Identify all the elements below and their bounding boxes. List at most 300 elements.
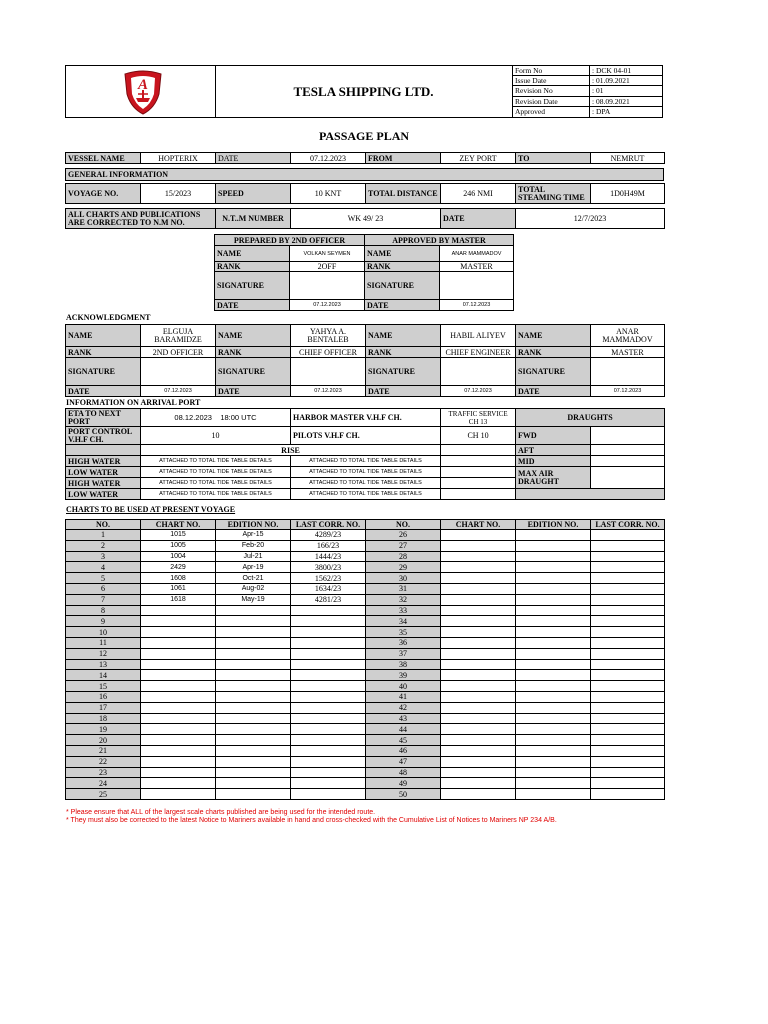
table-row [66, 562, 665, 573]
chart-last-corr[interactable] [591, 583, 665, 594]
chart-edition[interactable] [516, 670, 591, 681]
chart-number[interactable] [141, 670, 216, 681]
chart-no: 16 [66, 691, 141, 702]
chart-number[interactable] [141, 789, 216, 800]
chart-last-corr[interactable] [591, 702, 665, 713]
chart-last-corr[interactable] [291, 637, 366, 648]
table-row [66, 616, 665, 627]
chart-number[interactable] [441, 681, 516, 692]
chart-number[interactable]: 2429 [141, 562, 216, 573]
chart-number[interactable] [141, 735, 216, 746]
chart-edition[interactable] [516, 789, 591, 800]
chart-edition[interactable] [516, 756, 591, 767]
chart-last-corr[interactable] [291, 724, 366, 735]
chart-no: 46 [366, 745, 441, 756]
chart-no: 27 [366, 540, 441, 551]
chart-number[interactable] [441, 648, 516, 659]
chart-edition[interactable] [216, 702, 291, 713]
chart-no: 15 [66, 681, 141, 692]
chart-number[interactable] [441, 778, 516, 789]
chart-edition[interactable]: Feb-20 [216, 540, 291, 551]
chart-edition[interactable] [216, 713, 291, 724]
chart-last-corr[interactable] [291, 616, 366, 627]
form-meta [513, 66, 662, 117]
tide-blank [441, 456, 516, 467]
chart-number[interactable] [441, 573, 516, 584]
page-title: PASSAGE PLAN [318, 129, 410, 143]
meta-value: : DPA [592, 106, 611, 116]
chart-edition[interactable]: May-19 [216, 594, 291, 605]
chart-last-corr[interactable] [591, 659, 665, 670]
chart-last-corr[interactable] [291, 681, 366, 692]
chart-number[interactable] [441, 637, 516, 648]
max-air-draught-value[interactable] [591, 467, 665, 489]
chart-last-corr[interactable] [291, 745, 366, 756]
chart-number[interactable] [141, 648, 216, 659]
chart-last-corr[interactable] [591, 745, 665, 756]
chart-last-corr[interactable]: 1562/23 [291, 573, 366, 584]
chart-number[interactable] [141, 659, 216, 670]
chart-edition[interactable] [516, 648, 591, 659]
tide-a: ATTACHED TO TOTAL TIDE TABLE DETAILS [141, 489, 291, 500]
chart-number[interactable] [441, 551, 516, 562]
chart-no: 2 [66, 540, 141, 551]
chart-last-corr[interactable]: 1634/23 [291, 583, 366, 594]
chart-number[interactable]: 1005 [141, 540, 216, 551]
company-name: TESLA SHIPPING LTD. [215, 66, 513, 117]
ack-date-value: 07.12.2023 [291, 386, 366, 397]
chart-edition[interactable] [216, 670, 291, 681]
chart-number[interactable]: 1015 [141, 530, 216, 541]
chart-last-corr[interactable]: 4289/23 [291, 530, 366, 541]
chart-no: 48 [366, 767, 441, 778]
chart-no: 37 [366, 648, 441, 659]
chart-last-corr[interactable] [591, 713, 665, 724]
meta-key: Revision Date [513, 97, 590, 107]
chart-edition[interactable] [516, 778, 591, 789]
meta-value: : 01.09.2021 [590, 76, 662, 86]
chart-no: 35 [366, 627, 441, 638]
chart-last-corr[interactable] [591, 562, 665, 573]
ack-signature-field[interactable] [141, 358, 216, 386]
general-info-bar [65, 168, 664, 181]
from-label: FROM [366, 153, 441, 164]
chart-last-corr[interactable] [291, 756, 366, 767]
fwd-value[interactable] [591, 427, 665, 445]
charts-col-header: LAST CORR. NO. [591, 520, 665, 530]
chart-edition[interactable] [216, 767, 291, 778]
rise-label: RISE [141, 445, 441, 456]
prep-signature-field[interactable] [290, 272, 365, 300]
table-row [66, 637, 665, 648]
chart-edition[interactable] [216, 691, 291, 702]
ack-date-label: DATE [66, 386, 141, 397]
meta-value: : 01 [590, 86, 662, 96]
chart-number[interactable] [441, 702, 516, 713]
general-info-label: GENERAL INFORMATION [66, 169, 664, 181]
chart-edition[interactable] [516, 573, 591, 584]
ack-rank-label: RANK [66, 347, 141, 358]
chart-no: 13 [66, 659, 141, 670]
chart-number[interactable] [141, 637, 216, 648]
ack-name-value: YAHYA A. BENTALEB [291, 325, 366, 347]
ack-name-label: NAME [366, 325, 441, 347]
eta-label: ETA TO NEXT PORT [66, 409, 141, 427]
chart-last-corr[interactable] [591, 778, 665, 789]
chart-last-corr[interactable] [291, 659, 366, 670]
chart-number[interactable] [141, 605, 216, 616]
chart-number[interactable] [441, 530, 516, 541]
charts-col-header: NO. [66, 520, 141, 530]
chart-number[interactable] [441, 724, 516, 735]
chart-no: 32 [366, 594, 441, 605]
chart-number[interactable] [141, 767, 216, 778]
chart-edition[interactable] [516, 724, 591, 735]
chart-number[interactable] [141, 616, 216, 627]
chart-number[interactable] [141, 778, 216, 789]
chart-last-corr[interactable] [291, 648, 366, 659]
charts-corrected-label: ALL CHARTS AND PUBLICATIONS ARE CORRECTED TO N.M NO. [66, 209, 216, 229]
table-row [66, 745, 665, 756]
chart-no: 42 [366, 702, 441, 713]
chart-number[interactable] [141, 713, 216, 724]
chart-last-corr[interactable] [291, 789, 366, 800]
chart-edition[interactable] [216, 616, 291, 627]
table-row [66, 767, 665, 778]
table-row [66, 573, 665, 584]
chart-edition[interactable] [516, 735, 591, 746]
table-row [66, 702, 665, 713]
chart-number[interactable] [441, 540, 516, 551]
charts-col-header: CHART NO. [441, 520, 516, 530]
chart-last-corr[interactable] [291, 735, 366, 746]
chart-number[interactable] [441, 789, 516, 800]
appr-name-value: ANAR MAMMADOV [440, 246, 514, 262]
chart-last-corr[interactable] [291, 627, 366, 638]
chart-last-corr[interactable] [591, 691, 665, 702]
chart-number[interactable] [441, 713, 516, 724]
meta-value: : 08.09.2021 [590, 97, 662, 107]
chart-last-corr[interactable] [591, 681, 665, 692]
ack-date-label: DATE [366, 386, 441, 397]
chart-last-corr[interactable] [591, 756, 665, 767]
chart-edition[interactable] [516, 702, 591, 713]
ack-signature-field[interactable] [291, 358, 366, 386]
prep-date-label: DATE [215, 300, 290, 311]
chart-no: 11 [66, 637, 141, 648]
chart-last-corr[interactable] [591, 605, 665, 616]
chart-number[interactable]: 1608 [141, 573, 216, 584]
chart-edition[interactable] [516, 681, 591, 692]
ntm-date-label: DATE [441, 209, 516, 229]
port-control-label: PORT CONTROL V.H.F CH. [66, 427, 141, 445]
ack-signature-field[interactable] [441, 358, 516, 386]
chart-edition[interactable] [216, 637, 291, 648]
chart-last-corr[interactable] [291, 778, 366, 789]
ack-signature-field[interactable] [591, 358, 665, 386]
chart-edition[interactable] [216, 735, 291, 746]
chart-number[interactable] [441, 562, 516, 573]
rise-blank [441, 445, 516, 456]
charts-title: CHARTS TO BE USED AT PRESENT VOYAGE [66, 505, 236, 514]
chart-last-corr[interactable] [591, 670, 665, 681]
from-value: ZEY PORT [441, 153, 516, 164]
meta-key: Form No [513, 66, 590, 76]
tide-b: ATTACHED TO TOTAL TIDE TABLE DETAILS [291, 456, 441, 467]
meta-key: Issue Date [513, 76, 590, 86]
chart-number[interactable] [441, 659, 516, 670]
tide-label: HIGH WATER [66, 456, 141, 467]
chart-edition[interactable] [216, 681, 291, 692]
ack-rank-value: 2ND OFFICER [141, 347, 216, 358]
to-value: NEMRUT [591, 153, 665, 164]
mid-value[interactable] [591, 456, 665, 467]
chart-number[interactable] [441, 670, 516, 681]
appr-signature-field[interactable] [440, 272, 514, 300]
arrival-title: INFORMATION ON ARRIVAL PORT [66, 398, 201, 407]
tide-blank [441, 489, 516, 500]
chart-no: 43 [366, 713, 441, 724]
speed-label: SPEED [216, 184, 291, 204]
chart-edition[interactable] [516, 659, 591, 670]
chart-no: 38 [366, 659, 441, 670]
ack-name-label: NAME [516, 325, 591, 347]
chart-last-corr[interactable] [591, 724, 665, 735]
chart-last-corr[interactable]: 166/23 [291, 540, 366, 551]
chart-number[interactable]: 1004 [141, 551, 216, 562]
chart-last-corr[interactable] [291, 767, 366, 778]
chart-no: 10 [66, 627, 141, 638]
chart-number[interactable] [441, 756, 516, 767]
draughts-footer [516, 489, 665, 500]
chart-last-corr[interactable] [591, 767, 665, 778]
footnote-1: * Please ensure that ALL of the largest scale charts published are being used for the intended route. [66, 809, 376, 816]
chart-number[interactable] [141, 756, 216, 767]
chart-edition[interactable] [516, 594, 591, 605]
table-row [66, 659, 665, 670]
chart-number[interactable] [141, 745, 216, 756]
meta-row [513, 86, 662, 96]
table-row [66, 648, 665, 659]
chart-edition[interactable] [516, 530, 591, 541]
chart-number[interactable] [441, 616, 516, 627]
chart-edition[interactable] [516, 637, 591, 648]
to-label: TO [516, 153, 591, 164]
charts-table [65, 519, 665, 800]
chart-last-corr[interactable] [591, 551, 665, 562]
ack-date-label: DATE [516, 386, 591, 397]
chart-edition[interactable] [216, 724, 291, 735]
chart-number[interactable]: 1618 [141, 594, 216, 605]
draughts-header: DRAUGHTS [516, 409, 665, 427]
chart-last-corr[interactable]: 1444/23 [291, 551, 366, 562]
logo-cell [66, 66, 216, 117]
chart-last-corr[interactable] [591, 735, 665, 746]
steaming-time-value: 1D0H49M [591, 184, 665, 204]
chart-edition[interactable] [516, 551, 591, 562]
ack-date-value: 07.12.2023 [141, 386, 216, 397]
chart-no: 45 [366, 735, 441, 746]
prep-date-value: 07.12.2023 [290, 300, 365, 311]
chart-no: 31 [366, 583, 441, 594]
meta-value: : DCK 04-01 [590, 66, 662, 76]
chart-number[interactable] [441, 745, 516, 756]
charts-col-header: CHART NO. [141, 520, 216, 530]
meta-row [513, 107, 662, 117]
chart-last-corr[interactable] [291, 605, 366, 616]
chart-last-corr[interactable] [591, 594, 665, 605]
chart-no: 44 [366, 724, 441, 735]
table-row [66, 735, 665, 746]
chart-number[interactable] [141, 724, 216, 735]
tide-a: ATTACHED TO TOTAL TIDE TABLE DETAILS [141, 456, 291, 467]
chart-last-corr[interactable] [591, 627, 665, 638]
table-row [66, 681, 665, 692]
chart-no: 9 [66, 616, 141, 627]
chart-edition[interactable] [516, 627, 591, 638]
chart-last-corr[interactable] [291, 713, 366, 724]
ack-rank-value: CHIEF OFFICER [291, 347, 366, 358]
chart-edition[interactable] [516, 583, 591, 594]
table-row [66, 713, 665, 724]
chart-no: 21 [66, 745, 141, 756]
chart-number[interactable] [441, 767, 516, 778]
chart-number[interactable]: 1061 [141, 583, 216, 594]
chart-last-corr[interactable] [291, 702, 366, 713]
chart-last-corr[interactable]: 4281/23 [291, 594, 366, 605]
table-row [66, 670, 665, 681]
chart-number[interactable] [441, 583, 516, 594]
prepared-approved-table [214, 234, 514, 311]
chart-last-corr[interactable] [591, 648, 665, 659]
chart-number[interactable] [441, 735, 516, 746]
charts-col-header: NO. [366, 520, 441, 530]
chart-edition[interactable] [216, 659, 291, 670]
chart-edition[interactable]: Apr-15 [216, 530, 291, 541]
chart-no: 5 [66, 573, 141, 584]
chart-no: 29 [366, 562, 441, 573]
chart-edition[interactable] [516, 540, 591, 551]
chart-edition[interactable] [216, 648, 291, 659]
chart-edition[interactable] [216, 756, 291, 767]
chart-number[interactable] [141, 627, 216, 638]
ack-signature-label: SIGNATURE [366, 358, 441, 386]
table-row [66, 724, 665, 735]
chart-last-corr[interactable]: 3800/23 [291, 562, 366, 573]
svg-text:A: A [137, 77, 149, 93]
charts-corrected-table [65, 208, 665, 229]
max-air-draught-label: MAX AIR DRAUGHT [516, 467, 591, 489]
chart-edition[interactable] [216, 605, 291, 616]
chart-edition[interactable] [216, 789, 291, 800]
chart-no: 3 [66, 551, 141, 562]
voyage-table [65, 183, 665, 204]
chart-number[interactable] [441, 691, 516, 702]
charts-col-header: LAST CORR. NO. [291, 520, 366, 530]
chart-no: 28 [366, 551, 441, 562]
chart-last-corr[interactable] [591, 789, 665, 800]
chart-number[interactable] [441, 627, 516, 638]
chart-edition[interactable]: Apr-19 [216, 562, 291, 573]
chart-last-corr[interactable] [591, 540, 665, 551]
chart-edition[interactable]: Jul-21 [216, 551, 291, 562]
vessel-name-value: HOPTERIX [141, 153, 216, 164]
table-row [66, 691, 665, 702]
aft-value[interactable] [591, 445, 665, 456]
chart-number[interactable] [141, 681, 216, 692]
table-row [66, 530, 665, 541]
chart-last-corr[interactable] [591, 530, 665, 541]
chart-edition[interactable] [516, 713, 591, 724]
chart-no: 36 [366, 637, 441, 648]
chart-edition[interactable] [516, 616, 591, 627]
meta-key: Revision No [513, 86, 590, 96]
chart-no: 20 [66, 735, 141, 746]
chart-edition[interactable] [516, 691, 591, 702]
appr-date-label: DATE [365, 300, 440, 311]
table-row [66, 756, 665, 767]
chart-edition[interactable]: Oct-21 [216, 573, 291, 584]
approved-by-header: APPROVED BY MASTER [365, 235, 514, 246]
chart-no: 7 [66, 594, 141, 605]
chart-number[interactable] [141, 702, 216, 713]
chart-last-corr[interactable] [591, 573, 665, 584]
form-header [65, 65, 663, 118]
chart-no: 47 [366, 756, 441, 767]
chart-edition[interactable] [516, 745, 591, 756]
chart-no: 33 [366, 605, 441, 616]
chart-number[interactable] [441, 605, 516, 616]
chart-last-corr[interactable] [591, 616, 665, 627]
chart-edition[interactable] [516, 767, 591, 778]
chart-no: 34 [366, 616, 441, 627]
chart-no: 19 [66, 724, 141, 735]
chart-edition[interactable] [516, 605, 591, 616]
date-label: DATE [216, 153, 291, 164]
chart-last-corr[interactable] [291, 691, 366, 702]
chart-edition[interactable] [216, 627, 291, 638]
chart-no: 41 [366, 691, 441, 702]
chart-no: 17 [66, 702, 141, 713]
ack-signature-label: SIGNATURE [216, 358, 291, 386]
table-row [66, 594, 665, 605]
chart-last-corr[interactable] [291, 670, 366, 681]
meta-key: Approved [513, 107, 590, 117]
chart-last-corr[interactable] [591, 637, 665, 648]
chart-edition[interactable] [216, 778, 291, 789]
chart-no: 14 [66, 670, 141, 681]
chart-edition[interactable] [516, 562, 591, 573]
chart-no: 25 [66, 789, 141, 800]
prep-rank-label: RANK [215, 262, 290, 272]
rise-spacer [66, 445, 141, 456]
tide-b: ATTACHED TO TOTAL TIDE TABLE DETAILS [291, 489, 441, 500]
appr-rank-value: MASTER [440, 262, 514, 272]
voyage-no-label: VOYAGE NO. [66, 184, 141, 204]
chart-number[interactable] [141, 691, 216, 702]
acknowledgment-table [65, 324, 665, 397]
tide-label: LOW WATER [66, 467, 141, 478]
chart-edition[interactable] [216, 745, 291, 756]
chart-number[interactable] [441, 594, 516, 605]
chart-no: 12 [66, 648, 141, 659]
chart-edition[interactable]: Aug-02 [216, 583, 291, 594]
vessel-table [65, 152, 665, 164]
ack-date-value: 07.12.2023 [591, 386, 665, 397]
appr-name-label: NAME [365, 246, 440, 262]
chart-no: 49 [366, 778, 441, 789]
prep-signature-label: SIGNATURE [215, 272, 290, 300]
